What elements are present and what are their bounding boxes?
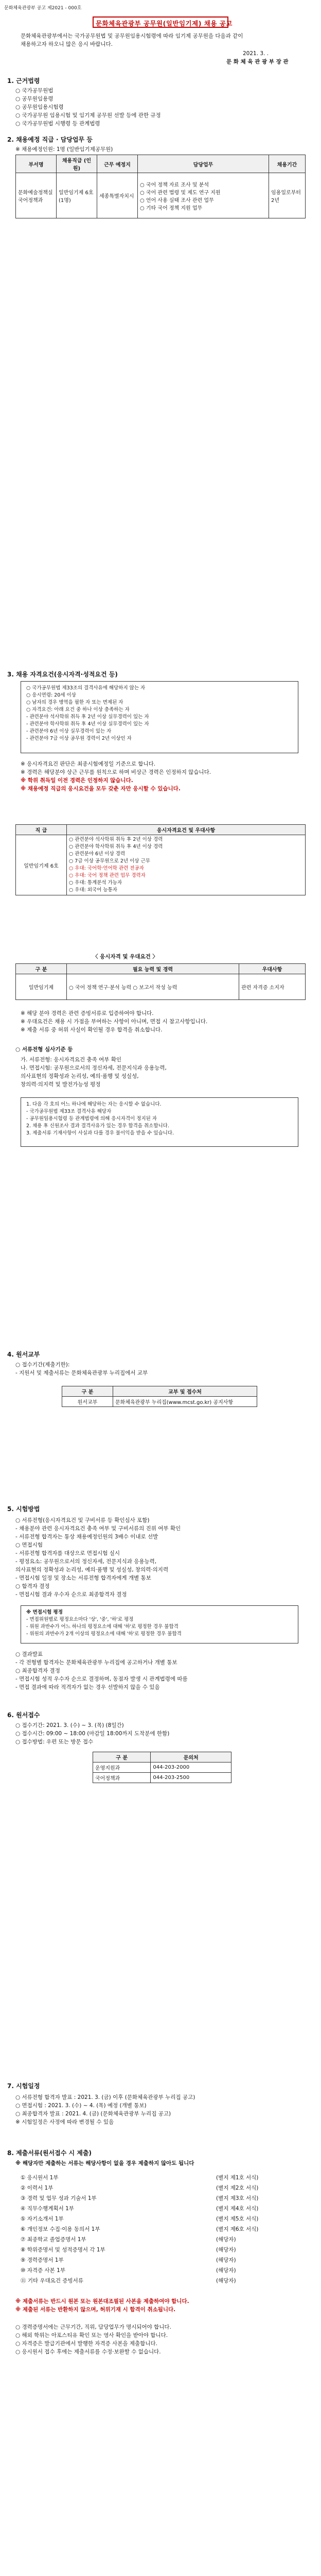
table-cell: ○ 국어 정책 연구·분석 능력 ○ 보고서 작성 능력 xyxy=(67,974,239,1000)
table-cell: 문화예술정책실 국어정책과 xyxy=(16,173,57,218)
text-line: 나. 면접시험: 공무원으로서의 정신자세, 전문지식과 응용능력, xyxy=(21,1065,167,1071)
note: ※ 해당자만 제출하는 서류는 해당사항이 없을 경우 제출하지 않아도 됩니다 xyxy=(15,2160,194,2166)
table-header: 담당업무 xyxy=(138,155,269,173)
box-line: - 공무원임용시험령 등 관계법령에 의해 응시자격이 정지된 자 xyxy=(26,1116,157,1122)
subsection-heading: ○ 서류전형 심사기준 등 xyxy=(15,1046,73,1053)
note: ※ 채용예정인원: 1명 (일반임기제공무원) xyxy=(15,146,113,152)
box-title: ※ 면접시험 평정 xyxy=(26,1609,63,1615)
text-line: ○ 접수기간(제출기한): xyxy=(15,1362,70,1368)
text-line: ○ 해외 학위는 아포스티유 확인 또는 영사 확인을 받아야 합니다. xyxy=(15,2332,168,2338)
doc-item: ⑪ 기타 우대요건 증빙서류 xyxy=(21,2278,83,2284)
table-header: 직 급 xyxy=(16,825,67,835)
table-cell: 044-203-2500 xyxy=(151,1773,231,1783)
table-cell: 일반임기제 6호 xyxy=(16,835,67,895)
warning-note: ※ 제출서류는 반드시 원본 또는 원본대조필된 사본을 제출하여야 합니다. xyxy=(15,2298,189,2304)
text-line: ○ 접수방법: 우편 또는 방문 접수 xyxy=(15,1739,94,1745)
qualification-table xyxy=(15,824,306,895)
table-header: 응시자격요건 및 우대사항 xyxy=(67,825,306,835)
doc-item-form: (별지 제3호 서식) xyxy=(216,2195,259,2201)
section-heading: 2. 채용예정 직급 · 담당업무 등 xyxy=(7,136,93,143)
qual-line: ○ 관련분야 석사학위 취득 후 2년 이상 경력 xyxy=(69,837,163,842)
qual-line: ○ 우대: 국어 정책 관련 업무 경력자 xyxy=(69,873,146,878)
table-header: 우대사항 xyxy=(239,964,306,974)
table-cell: 국어정책과 xyxy=(93,1773,151,1783)
note: ※ 해당 분야 경력은 관련 증빙서류로 입증하여야 합니다. xyxy=(21,1010,154,1016)
doc-item-form: (별지 제2호 서식) xyxy=(216,2185,259,2191)
text-line: ※ 시험일정은 사정에 따라 변경될 수 있음 xyxy=(15,2119,114,2125)
table-cell: 일반임기제 6호 (1명) xyxy=(57,173,97,218)
text-line: ○ 합격자 결정 xyxy=(15,1583,50,1589)
table-cell xyxy=(138,173,269,218)
qual-line: ○ 관련분야 학사학위 취득 후 4년 이상 경력 xyxy=(69,844,163,850)
warning-note: ※ 제출된 서류는 반환하지 않으며, 허위기재 시 합격이 취소됩니다. xyxy=(15,2307,176,2313)
text-line: ○ 서류전형(응시자격요건 및 구비서류 등 확인심사 포함) xyxy=(15,1517,150,1523)
preferred-table xyxy=(15,963,306,1000)
duty-line: ○ 기타 국어 정책 지원 업무 xyxy=(140,205,203,211)
table-header: 부서명 xyxy=(16,155,57,173)
qual-line: ○ 7급 이상 공무원으로 2년 이상 근무 xyxy=(69,858,150,864)
doc-item: ⑧ 학위증명서 및 성적증명서 각 1부 xyxy=(21,2247,105,2253)
table-header: 교부 및 접수처 xyxy=(113,1386,257,1397)
duty-line: ○ 언어 사용 실태 조사 관련 업무 xyxy=(140,197,214,204)
note: ※ 제출 서류 중 허위 사실이 확인될 경우 합격을 취소합니다. xyxy=(21,1027,163,1033)
table-header: 문의처 xyxy=(151,1752,231,1762)
announcement-date: 2021. 3. . xyxy=(243,50,269,57)
doc-item-form: (별지 제6호 서식) xyxy=(216,2226,259,2232)
text-line: - 평정요소: 공무원으로서의 정신자세, 전문지식과 응용능력, xyxy=(15,1558,157,1565)
table-cell: 임용일로부터 2년 xyxy=(269,173,306,218)
box-line: ○ 남자의 경우 병역을 필한 자 또는 면제된 자 xyxy=(26,700,123,705)
doc-item: ⑦ 최종학교 졸업증명서 1부 xyxy=(21,2236,86,2243)
text-line: - 서류전형 합격자를 대상으로 면접시험 실시 xyxy=(15,1550,120,1556)
doc-item-form: (해당자) xyxy=(216,2247,236,2253)
text-line: ○ 최종합격자 결정 xyxy=(15,1668,60,1674)
doc-item: ② 이력서 1부 xyxy=(21,2185,53,2191)
table-header: 채용직급 (인원) xyxy=(57,155,97,173)
distribution-table xyxy=(62,1386,257,1407)
doc-item: ④ 직무수행계획서 1부 xyxy=(21,2206,74,2212)
doc-item-form: (별지 제1호 서식) xyxy=(216,2175,259,2181)
list-item: ○ 공무원임용령 xyxy=(15,96,53,102)
box-line: 3. 제출서류 기재사항이 사실과 다를 경우 불이익을 받을 수 있습니다. xyxy=(26,1130,174,1136)
section-heading: 3. 채용 자격요건(응시자격·성적요건 등) xyxy=(7,671,118,678)
doc-item-form: (해당자) xyxy=(216,2236,236,2243)
list-item: ○ 국가공무원 임용시험 및 임기제 공무원 선발 등에 관한 규정 xyxy=(15,112,161,118)
box-line: 2. 채용 후 신원조사 결과 결격사유가 있는 경우 합격을 취소합니다. xyxy=(26,1123,169,1129)
text-line: 의사표현의 정확성과 논리성, 예의·품행 및 성실성, 창의력·의지력 xyxy=(15,1567,169,1573)
doc-item-form: (별지 제4호 서식) xyxy=(216,2206,259,2212)
box-line: ○ 자격요건: 아래 요건 중 하나 이상 충족하는 자 xyxy=(26,707,130,713)
list-item: ○ 국가공무원법 시행령 등 관계법령 xyxy=(15,121,100,127)
table-cell: 원서교부 xyxy=(62,1397,113,1407)
table-header: 구 분 xyxy=(93,1752,151,1762)
page-title: 문화체육관광부 공무원(일반임기제) 채용 공고 xyxy=(96,20,233,27)
text-line: ○ 면접시험 xyxy=(15,1542,43,1548)
doc-item-form: (해당자) xyxy=(216,2257,236,2263)
table-header: 근무 예정지 xyxy=(97,155,138,173)
intro-line: 채용하고자 하오니 많은 응시 바랍니다. xyxy=(21,41,113,47)
text-line: - 면접시험 일정 및 장소는 서류전형 합격자에게 개별 통보 xyxy=(15,1575,151,1581)
box-line: ○ 응시연령: 20세 이상 xyxy=(26,692,76,698)
table-cell: 관련 자격증 소지자 xyxy=(239,974,306,1000)
text-line: ○ 응시원서 접수 후에는 제출서류를 수정·보완할 수 없습니다. xyxy=(15,2349,161,2355)
text-line: - 면접시험 성적 우수자 순으로 결정하며, 동점자 발생 시 관계법령에 따름 xyxy=(15,1676,188,1682)
text-line: 의사표현의 정확성과 논리성, 예의·품행 및 성실성, xyxy=(21,1073,139,1079)
intro-text xyxy=(21,32,302,48)
section-heading: 1. 근거법령 xyxy=(7,77,40,84)
interview-box xyxy=(21,1605,298,1643)
table-cell xyxy=(67,835,306,895)
qual-line: ○ 우대: 외국어 능통자 xyxy=(69,887,117,893)
text-line: 가. 서류전형: 응시자격요건 충족 여부 확인 xyxy=(21,1057,121,1063)
position-table xyxy=(15,155,306,218)
qual-line: ○ 우대: 국어학·언어학 관련 전공자 xyxy=(69,866,144,871)
text-line: - 지원서 및 제출서류는 문화체육관광부 누리집에서 교부 xyxy=(15,1370,148,1376)
text-line: ○ 결과발표 xyxy=(15,1651,43,1657)
note: ※ 우대요건은 채용 시 가점을 부여하는 사항이 아니며, 면접 시 참고사항입니다. xyxy=(21,1019,208,1025)
box-line: - 면접위원별로 평정요소마다 '상', '중', '하'로 평정 xyxy=(26,1617,134,1622)
requirements-box xyxy=(21,681,298,753)
list-item: ○ 국가공무원법 xyxy=(15,88,53,94)
box-line: - 관련분야 6년 이상 실무경력이 있는 자 xyxy=(26,728,112,734)
text-line: ○ 면접시험 : 2021. 3. (수) ~ 4. (목) 예정 (개별 통보) xyxy=(15,2103,147,2109)
table-cell: 일반임기제 xyxy=(16,974,67,1000)
text-line: - 면접 결과에 따라 적격자가 없는 경우 선발하지 않을 수 있음 xyxy=(15,1684,160,1690)
box-line: - 위원의 과반수가 2개 이상의 평정요소에 대해 '하'로 평정한 경우 불합격 xyxy=(26,1631,182,1637)
doc-item: ⑩ 자격증 사본 1부 xyxy=(21,2267,65,2274)
duty-line: ○ 국어 관련 법령 및 제도 연구 지원 xyxy=(140,190,221,196)
section-heading: 6. 원서접수 xyxy=(7,1711,40,1719)
note: ※ 채용예정 직급의 응시요건을 모두 갖춘 자만 응시할 수 있습니다. xyxy=(21,786,181,792)
note: ※ 경력은 해당분야 상근 근무를 원칙으로 하며 비상근 경력은 인정하지 않습니다. xyxy=(21,769,211,775)
note: ※ 응시자격요건 판단은 최종시험예정일 기준으로 합니다. xyxy=(21,761,156,767)
section-heading: 5. 시험방법 xyxy=(7,1505,40,1513)
box-line: 1. 다음 각 호의 어느 하나에 해당하는 자는 응시할 수 없습니다. xyxy=(26,1101,162,1107)
text-line: ○ 접수시간: 09:00 ~ 18:00 (마감일 18:00까지 도착분에 한함) xyxy=(15,1731,170,1737)
qual-line: ○ 우대: 통계분석 가능자 xyxy=(69,880,122,886)
announcement-number: 문화체육관광부 공고 제2021 - 000호 xyxy=(4,6,82,11)
duty-line: ○ 국어 정책 자료 조사 및 분석 xyxy=(140,182,209,188)
text-line: ○ 경력증명서에는 근무기간, 직위, 담당업무가 명시되어야 합니다. xyxy=(15,2324,171,2330)
qual-line: ○ 관련분야 6년 이상 경력 xyxy=(69,851,126,857)
text-line: ○ 최종합격자 발표 : 2021. 4. (금) (문화체육관광부 누리집 공고) xyxy=(15,2111,171,2117)
doc-item: ⑤ 자기소개서 1부 xyxy=(21,2216,64,2222)
box-line: - 관련분야 석사학위 취득 후 2년 이상 실무경력이 있는 자 xyxy=(26,714,149,720)
doc-item-form: (해당자) xyxy=(216,2278,236,2284)
table-cell: 문화체육관광부 누리집(www.mcst.go.kr) 공지사항 xyxy=(113,1397,257,1407)
table-header: 구 분 xyxy=(62,1386,113,1397)
box-line: ○ 국가공무원법 제33조의 결격사유에 해당하지 않는 자 xyxy=(26,685,146,691)
text-line: - 면접시험 결과 우수자 순으로 최종합격자 결정 xyxy=(15,1591,127,1598)
doc-item: ① 응시원서 1부 xyxy=(21,2175,59,2181)
section-heading: 4. 원서교부 xyxy=(7,1351,40,1358)
doc-item: ⑨ 경력증명서 1부 xyxy=(21,2257,64,2263)
note: ※ 학위 취득일 이전 경력은 인정하지 않습니다. xyxy=(21,777,133,784)
doc-item: ⑥ 개인정보 수집·이용 동의서 1부 xyxy=(21,2226,100,2232)
text-line: ○ 접수기간: 2021. 3. (수) ~ 3. (목) (8일간) xyxy=(15,1722,124,1728)
disqualification-box xyxy=(21,1097,298,1147)
doc-item-form: (별지 제5호 서식) xyxy=(216,2216,259,2222)
table-cell: 세종특별자치시 xyxy=(97,173,138,218)
table-header: 채용기간 xyxy=(269,155,306,173)
text-line: 창의력·의지력 및 발전가능성 평정 xyxy=(21,1081,101,1088)
table-cell: 044-203-2000 xyxy=(151,1762,231,1773)
text-line: - 각 전형별 합격자는 문화체육관광부 누리집에 공고하거나 개별 통보 xyxy=(15,1659,177,1666)
intro-line: 문화체육관광부에서는 국가공무원법 및 공무원임용시험령에 따라 임기제 공무원을 다음과 같이 xyxy=(21,33,243,39)
box-line: - 국가공무원법 제33조 결격사유 해당자 xyxy=(26,1109,112,1114)
text-line: - 채용분야 관련 응시자격요건 충족 여부 및 구비서류의 진위 여부 확인 xyxy=(15,1526,181,1532)
box-line: - 위원 과반수가 어느 하나의 평정요소에 대해 '하'로 평정한 경우 불합격 xyxy=(26,1624,179,1630)
table-cell: 운영지원과 xyxy=(93,1762,151,1773)
text-line: - 서류전형 합격자는 통상 채용예정인원의 3배수 이내로 선발 xyxy=(15,1534,158,1540)
section-heading: 8. 제출서류(원서접수 시 제출) xyxy=(7,2149,92,2157)
text-line: ○ 자격증은 발급기관에서 발행한 자격증 사본을 제출합니다. xyxy=(15,2341,157,2347)
doc-item: ③ 경력 및 업무 성과 기술서 1부 xyxy=(21,2195,97,2201)
doc-item-form: (해당자) xyxy=(216,2267,236,2274)
table-caption: 〈 응시자격 및 우대요건 〉 xyxy=(93,954,158,960)
table-header: 필요 능력 및 경력 xyxy=(67,964,239,974)
box-line: - 관련분야 학사학위 취득 후 4년 이상 실무경력이 있는 자 xyxy=(26,721,149,727)
list-item: ○ 공무원임용시험령 xyxy=(15,104,64,110)
section-heading: 7. 시험일정 xyxy=(7,2082,40,2090)
contact-table xyxy=(93,1752,231,1783)
text-line: ○ 서류전형 합격자 발표 : 2021. 3. (금) 이후 (문화체육관광부 누리집 공고) xyxy=(15,2094,195,2100)
table-header: 구 분 xyxy=(16,964,67,974)
issuing-agency: 문 화 체 육 관 광 부 장 관 xyxy=(226,59,289,65)
box-line: - 관련분야 7급 이상 공무원 경력이 2년 이상인 자 xyxy=(26,736,132,741)
